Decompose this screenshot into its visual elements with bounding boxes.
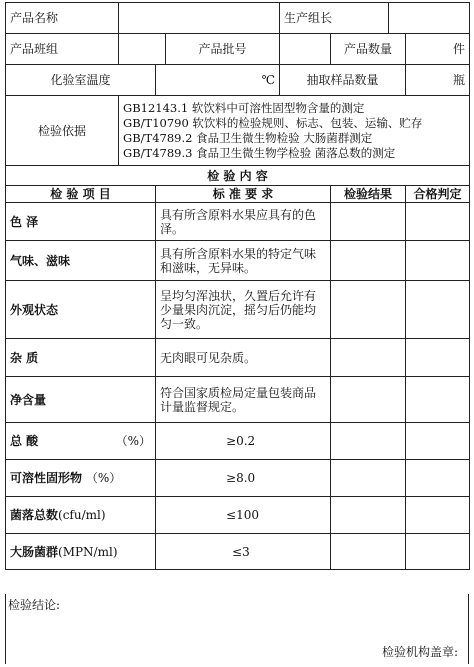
result-field[interactable] xyxy=(331,339,406,377)
judgement-field[interactable] xyxy=(406,339,470,377)
table-row xyxy=(6,497,470,534)
sample-qty-label: 抽取样品数量 xyxy=(280,65,406,96)
content-title-row xyxy=(6,166,470,186)
column-header-row xyxy=(6,186,470,203)
product-name-field[interactable] xyxy=(119,3,280,34)
product-name-label: 产品名称 xyxy=(6,3,119,34)
judgement-field[interactable] xyxy=(406,377,470,423)
result-field[interactable] xyxy=(331,423,406,460)
item-requirement: 呈均匀浑浊状，久置后允许有少量果肉沉淀，摇匀后仍能均匀一致。 xyxy=(156,281,331,339)
item-name: 菌落总数 xyxy=(10,508,59,522)
judgement-field[interactable] xyxy=(406,241,470,281)
lab-temp-unit: ℃ xyxy=(261,73,276,87)
product-qty-label: 产品数量 xyxy=(331,34,406,65)
basis-line: GB/T10790 软饮料的检验规则、标志、包装、运输、贮存 xyxy=(123,115,423,130)
basis-line: GB/T4789.3 食品卫生微生物学检验 菌落总数的测定 xyxy=(123,145,396,160)
item-requirement: ≥8.0 xyxy=(156,460,331,497)
result-field[interactable] xyxy=(331,281,406,339)
item-name-cell xyxy=(6,534,156,570)
judgement-field[interactable] xyxy=(406,423,470,460)
table-row xyxy=(6,377,470,423)
item-requirement: 具有所含原料水果应具有的色泽。 xyxy=(156,203,331,241)
column-header-result: 检验结果 xyxy=(331,186,406,203)
header-row-1 xyxy=(6,3,470,34)
item-name: 大肠菌群 xyxy=(10,544,59,559)
table-row xyxy=(6,460,470,497)
content-title: 检 验 内 容 xyxy=(6,166,470,186)
item-requirement: ≤3 xyxy=(156,534,331,570)
sample-qty-field[interactable] xyxy=(406,65,470,96)
item-unit: （%） xyxy=(115,434,152,448)
lab-temp-field[interactable] xyxy=(156,65,280,96)
judgement-field[interactable] xyxy=(406,534,470,570)
item-requirement: 符合国家质检局定量包装商品计量监督规定。 xyxy=(156,377,331,423)
column-header-item: 检 验 项 目 xyxy=(6,186,156,203)
lab-temp-label: 化验室温度 xyxy=(6,65,156,96)
production-group-field[interactable] xyxy=(389,3,470,34)
product-qty-field[interactable] xyxy=(406,34,470,65)
item-name-cell xyxy=(6,423,156,460)
product-batch-field[interactable] xyxy=(280,34,331,65)
header-row-3 xyxy=(6,65,470,96)
judgement-field[interactable] xyxy=(406,281,470,339)
table-row xyxy=(6,281,470,339)
product-batch-label: 产品批号 xyxy=(166,34,280,65)
item-name: 可溶性固形物 xyxy=(10,471,83,485)
seal-label: 检验机构盖章: xyxy=(381,645,458,659)
item-name: 杂 质 xyxy=(6,339,156,377)
product-team-field[interactable] xyxy=(119,34,166,65)
result-field[interactable] xyxy=(331,241,406,281)
column-header-requirement: 标 准 要 求 xyxy=(156,186,331,203)
result-field[interactable] xyxy=(331,460,406,497)
item-unit: (cfu/ml) xyxy=(58,508,106,522)
inspection-table xyxy=(5,2,470,570)
table-row xyxy=(6,534,470,570)
result-field[interactable] xyxy=(331,497,406,534)
basis-label: 检验依据 xyxy=(6,96,119,166)
item-name: 外观状态 xyxy=(6,281,156,339)
item-name-cell xyxy=(6,460,156,497)
basis-line: GB12143.1 软饮料中可溶性固型物含量的测定 xyxy=(123,100,365,115)
item-name-cell xyxy=(6,497,156,534)
item-unit: （%） xyxy=(85,471,122,485)
judgement-field[interactable] xyxy=(406,497,470,534)
item-name: 气味、滋味 xyxy=(6,241,156,281)
result-field[interactable] xyxy=(331,534,406,570)
table-row xyxy=(6,423,470,460)
product-team-label: 产品班组 xyxy=(6,34,119,65)
item-requirement: 具有所含原料水果的特定气味和滋味，无异味。 xyxy=(156,241,331,281)
item-unit: (MPN/ml) xyxy=(58,544,118,559)
table-row xyxy=(6,241,470,281)
sample-qty-unit: 瓶 xyxy=(453,73,466,87)
header-row-2 xyxy=(6,34,470,65)
conclusion-area xyxy=(5,594,469,664)
result-field[interactable] xyxy=(331,203,406,241)
item-name: 净含量 xyxy=(6,377,156,423)
item-requirement: 无肉眼可见杂质。 xyxy=(156,339,331,377)
table-row xyxy=(6,203,470,241)
judgement-field[interactable] xyxy=(406,203,470,241)
column-header-judgement: 合格判定 xyxy=(406,186,470,203)
item-name: 色 泽 xyxy=(6,203,156,241)
item-requirement: ≤100 xyxy=(156,497,331,534)
product-qty-unit: 件 xyxy=(453,42,466,56)
judgement-field[interactable] xyxy=(406,460,470,497)
item-requirement: ≥0.2 xyxy=(156,423,331,460)
table-row xyxy=(6,339,470,377)
item-name: 总 酸 xyxy=(10,434,39,448)
production-group-label: 生产组长 xyxy=(280,3,389,34)
basis-standards xyxy=(119,96,470,166)
conclusion-label: 检验结论: xyxy=(8,598,61,612)
basis-line: GB/T4789.2 食品卫生微生物检验 大肠菌群测定 xyxy=(123,130,373,145)
result-field[interactable] xyxy=(331,377,406,423)
basis-row xyxy=(6,96,470,166)
